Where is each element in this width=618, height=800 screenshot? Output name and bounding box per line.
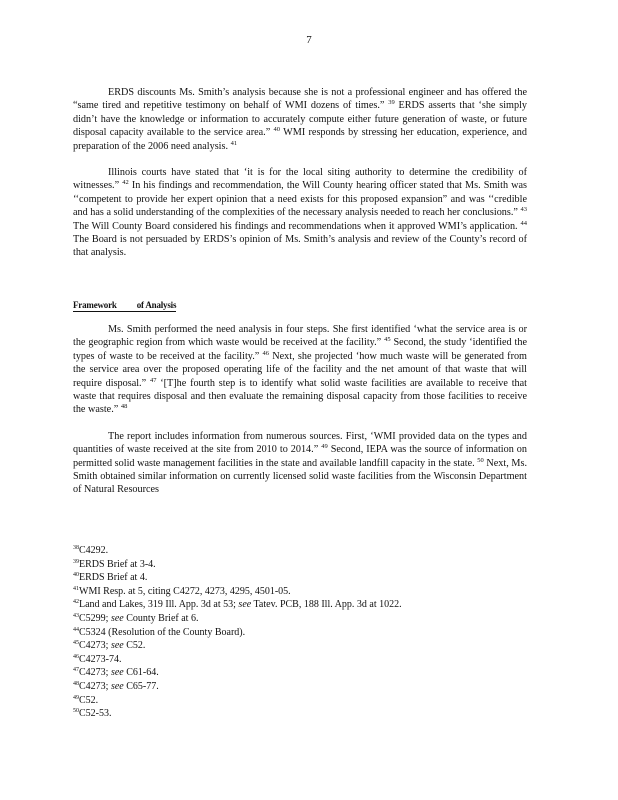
footnote-ref: 48 xyxy=(120,403,128,411)
footnote-number: 42 xyxy=(73,599,79,606)
footnote xyxy=(73,612,533,626)
body-section-2 xyxy=(73,323,527,497)
text-run: C52. xyxy=(79,694,99,706)
text-run: The Board is not persuaded by ERDS’s opinion of Ms. Smith’s analysis and review of the County’s record of that analysis. xyxy=(73,234,527,259)
paragraph xyxy=(73,86,527,153)
text-run: C61-64. xyxy=(123,667,159,679)
text-run: C4273; xyxy=(79,680,111,692)
citation-signal: see xyxy=(110,667,124,679)
footnote-number: 38 xyxy=(73,545,79,551)
text-run: Tatev. PCB, 188 Ill. App. 3d at 1022. xyxy=(251,599,402,611)
footnote xyxy=(73,558,533,572)
footnote-number: 47 xyxy=(73,667,79,674)
section-heading xyxy=(73,300,176,312)
footnote-ref: 50 xyxy=(477,456,484,464)
footnote xyxy=(73,598,533,612)
footnote-ref: 42 xyxy=(122,179,129,187)
footnote xyxy=(73,707,533,721)
footnote-number: 41 xyxy=(73,585,79,592)
citation-signal: see xyxy=(238,599,252,611)
footnote xyxy=(73,666,533,680)
text-run: WMI responds by stressing her education, experience, and preparation of the 2006 need analysis. xyxy=(73,127,527,152)
text-run: Land and Lakes, 319 Ill. App. 3d at 53; xyxy=(79,599,239,611)
body-section-1 xyxy=(73,86,527,260)
footnote xyxy=(73,653,533,667)
footnote-ref: 39 xyxy=(388,99,395,107)
footnote-ref: 44 xyxy=(520,219,527,227)
paragraph xyxy=(73,323,527,417)
paragraph xyxy=(73,430,527,497)
text-run: C5324 (Resolution of the County Board). xyxy=(79,626,246,638)
text-run: C5299; xyxy=(79,612,111,624)
text-run: Ms. Smith performed the need analysis in four steps. She first identified ‘what the service area is or the geographic region from which waste would be received at the facility.” xyxy=(73,324,527,349)
footnote-number: 44 xyxy=(73,626,79,633)
citation-signal: see xyxy=(110,612,124,624)
footnote-number: 49 xyxy=(73,694,79,701)
footnote-ref: 45 xyxy=(384,336,391,344)
page-number: 7 xyxy=(306,34,312,46)
heading-word-2: of Analysis xyxy=(136,300,177,310)
citation-signal: see xyxy=(110,640,124,652)
text-run: In his findings and recommendation, the Will County hearing officer stated that Ms. Smith was ‘‘competent to provide her expert opinion that a need exists for this proposed expansion” and was ‘‘credible and has a solid understanding of the complexities of the necessary analysis needed to reach her conclusions.” xyxy=(73,180,528,219)
text-run: Next, Ms. Smith obtained similar information on currently licensed solid waste facilities from the Wisconsin Department of Natural Resources xyxy=(73,457,527,496)
citation-signal: see xyxy=(110,680,124,692)
footnote-ref: 46 xyxy=(262,349,270,357)
text-run: Second, the study ‘identified the types of waste to be received at the facility.” xyxy=(73,337,527,362)
footnote xyxy=(73,571,533,585)
text-run: WMI Resp. at 5, citing C4272, 4273, 4295, 4501-05. xyxy=(79,585,291,597)
text-run: ‘[T]he fourth step is to identify what solid waste facilities are available to receive that waste that requires disposal and then evaluate the remaining disposal capacity from those facilities to receive the waste.” xyxy=(73,377,528,416)
text-run: ERDS discounts Ms. Smith’s analysis because she is not a professional engineer and has offered the “same tired and repetitive testimony on behalf of WMI dozens of times.” xyxy=(73,87,527,112)
text-run: C4273-74. xyxy=(79,653,122,665)
text-run: The report includes information from numerous sources. First, ‘WMI provided data on the types and quantities of waste received at the site from 2010 to 2014.” xyxy=(73,430,527,456)
footnote-ref: 47 xyxy=(149,376,157,384)
text-run: Next, she projected ‘how much waste will be generated from the service area over the proposed operating life of the facility and the net amount of that waste that will require disposal.” xyxy=(73,350,527,389)
text-run: Illinois courts have stated that ‘it is for the local siting authority to determine the credibility of witnesses.” xyxy=(73,167,527,192)
text-run: Second, IEPA was the source of information on permitted solid waste management facilities in the state and available landfill capacity in the state. xyxy=(73,444,527,469)
text-run: ERDS Brief at 4. xyxy=(79,572,148,584)
footnote-number: 50 xyxy=(73,708,79,715)
footnote xyxy=(73,639,533,653)
footnote xyxy=(73,585,533,599)
footnote-ref: 40 xyxy=(273,126,281,134)
footnote-ref: 43 xyxy=(520,206,527,214)
footnote-number: 45 xyxy=(73,640,79,647)
footnote-ref: 49 xyxy=(321,443,328,451)
footnote-number: 39 xyxy=(73,558,79,565)
text-run: ERDS Brief at 3-4. xyxy=(79,558,156,570)
paragraph xyxy=(73,166,527,260)
footnote-number: 43 xyxy=(73,612,79,619)
text-run: ERDS asserts that ‘she simply didn’t have the knowledge or information to accurately compute either future generation of waste, or future disposal capacity available to the service area.” xyxy=(73,100,527,139)
heading-word-1: Framework xyxy=(73,300,117,310)
text-run: C4273; xyxy=(79,667,111,679)
footnote xyxy=(73,626,533,640)
text-run: C52. xyxy=(123,640,146,652)
text-run: C4292. xyxy=(79,545,109,556)
footnote-number: 48 xyxy=(73,680,79,687)
footnote-ref: 41 xyxy=(230,139,238,147)
text-run: C65-77. xyxy=(123,680,159,692)
text-run: C4273; xyxy=(79,640,111,652)
footnote xyxy=(73,544,533,558)
text-run: County Brief at 6. xyxy=(123,612,199,624)
footnote-number: 40 xyxy=(73,572,79,579)
footnote xyxy=(73,680,533,694)
footnote xyxy=(73,694,533,708)
text-run: The Will County Board considered his findings and recommendations when it approved WMI’s application. xyxy=(73,220,521,232)
footnote-number: 46 xyxy=(73,653,79,660)
footnotes xyxy=(73,544,533,721)
text-run: C52-53. xyxy=(79,708,112,720)
